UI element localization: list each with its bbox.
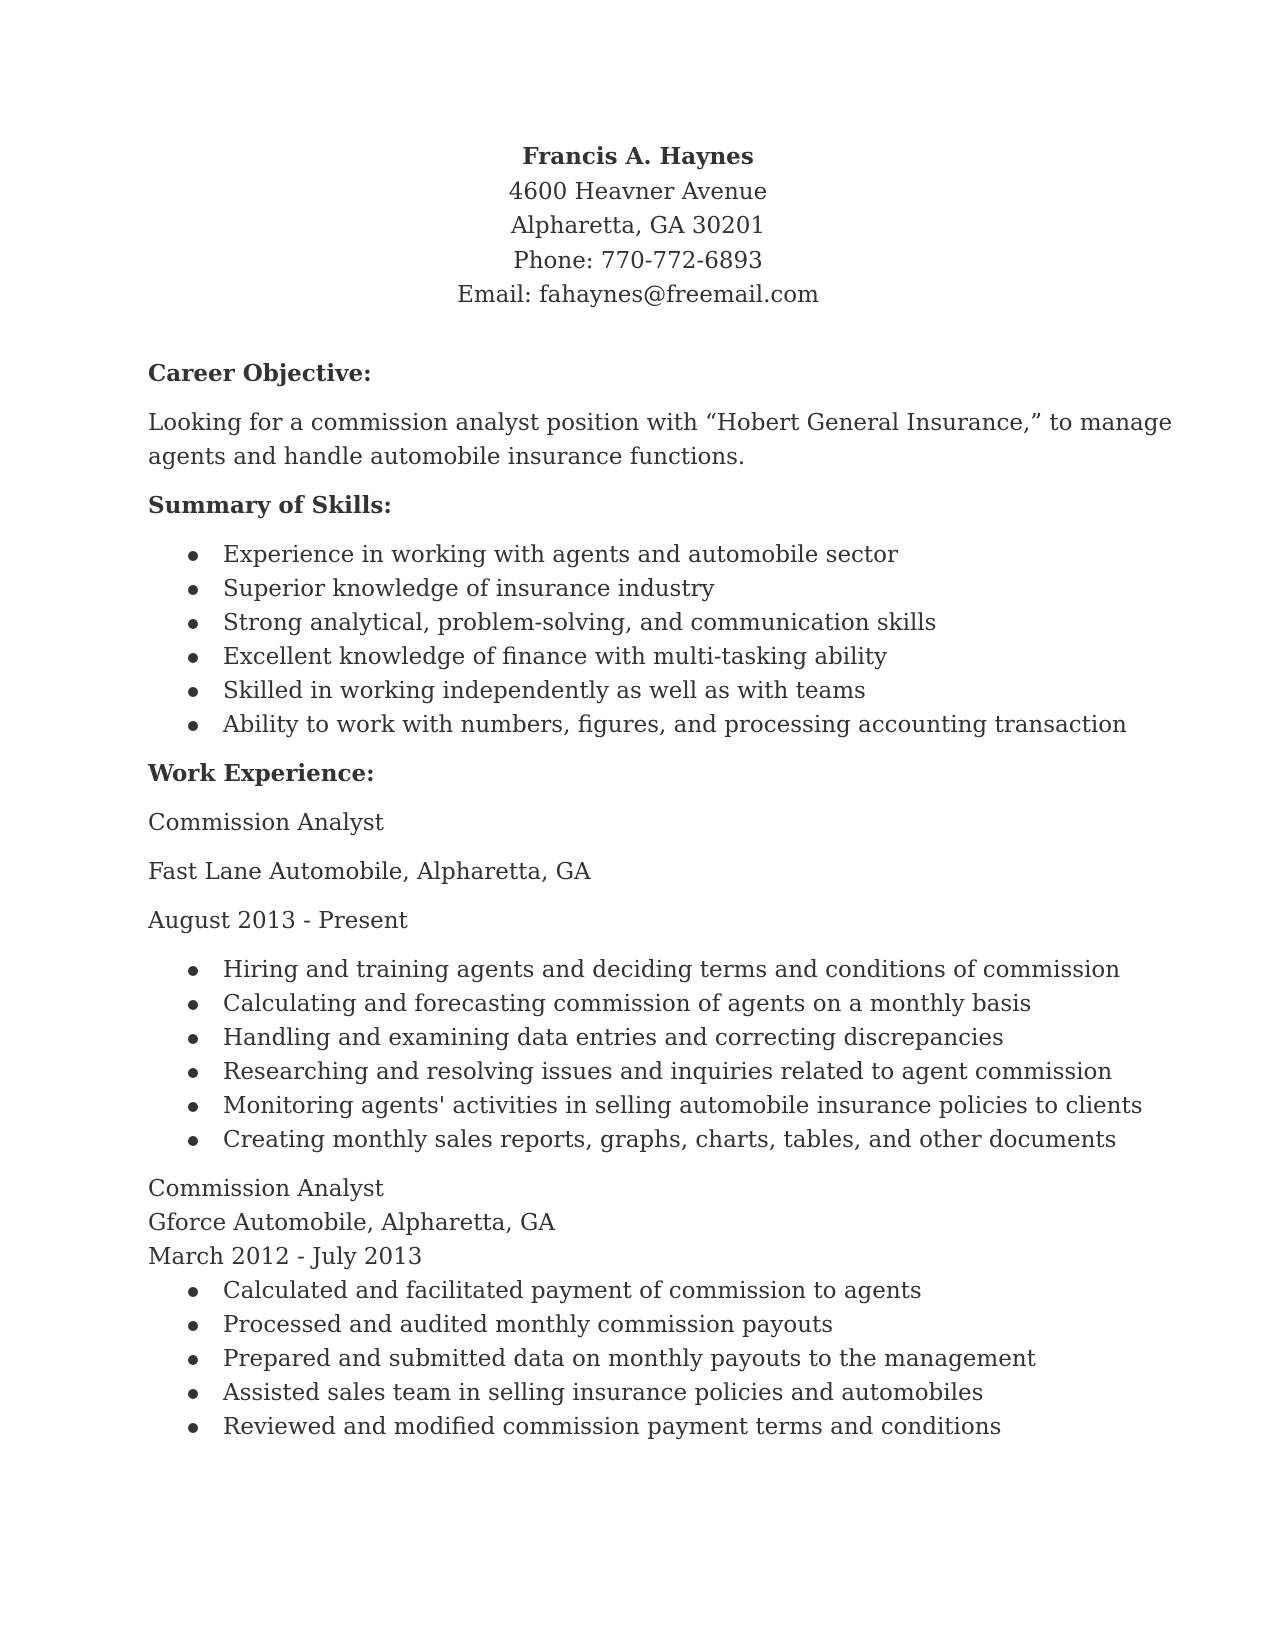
bullet-icon	[188, 1102, 198, 1112]
list-item: Experience in working with agents and automobile sector	[148, 538, 1128, 572]
bullet-icon	[188, 1321, 198, 1331]
skills-heading: Summary of Skills:	[148, 491, 392, 519]
bullet-icon	[188, 721, 198, 731]
bullet-icon	[188, 585, 198, 595]
contact-header	[124, 140, 1152, 313]
skills-list	[148, 538, 1128, 742]
bullet-icon	[188, 619, 198, 629]
job-role: Commission Analyst	[148, 809, 384, 836]
list-item: Hiring and training agents and deciding terms and conditions of commission	[148, 953, 1128, 987]
objective-line-1: Looking for a commission analyst position with “Hobert General Insurance,” to manage	[148, 409, 1173, 436]
job-dates: August 2013 - Present	[148, 907, 408, 934]
job-company: Fast Lane Automobile, Alpharetta, GA	[148, 858, 591, 885]
bullet-icon	[188, 1389, 198, 1399]
list-item: Researching and resolving issues and inquiries related to agent commission	[148, 1055, 1128, 1089]
bullet-icon	[188, 1287, 198, 1297]
bullet-icon	[188, 966, 198, 976]
list-item: Monitoring agents' activities in selling automobile insurance policies to clients	[148, 1089, 1128, 1123]
bullet-icon	[188, 1423, 198, 1433]
phone-line: Phone: 770-772-6893	[513, 247, 763, 274]
bullet-icon	[188, 687, 198, 697]
address-line-2: Alpharetta, GA 30201	[510, 213, 766, 239]
bullet-icon	[188, 1136, 198, 1146]
list-item: Calculated and facilitated payment of commission to agents	[148, 1274, 1128, 1308]
job-company: Gforce Automobile, Alpharetta, GA	[148, 1209, 555, 1236]
list-item: Excellent knowledge of finance with multi-tasking ability	[148, 640, 1128, 674]
list-item: Ability to work with numbers, figures, and processing accounting transaction	[148, 708, 1128, 742]
list-item: Superior knowledge of insurance industry	[148, 572, 1128, 606]
bullet-icon	[188, 1355, 198, 1365]
list-item: Assisted sales team in selling insurance policies and automobiles	[148, 1376, 1128, 1410]
career-objective-heading: Career Objective:	[148, 359, 372, 387]
list-item: Strong analytical, problem-solving, and communication skills	[148, 606, 1128, 640]
resume-page	[148, 140, 1173, 1444]
job-duties-list	[148, 1274, 1128, 1444]
objective-line-2: agents and handle automobile insurance functions.	[148, 443, 746, 470]
list-item: Creating monthly sales reports, graphs, charts, tables, and other documents	[148, 1123, 1128, 1157]
bullet-icon	[188, 551, 198, 561]
email-line: Email: fahaynes@freemail.com	[457, 282, 819, 308]
job-dates: March 2012 - July 2013	[148, 1243, 423, 1270]
list-item: Calculating and forecasting commission of agents on a monthly basis	[148, 987, 1128, 1021]
applicant-name: Francis A. Haynes	[522, 143, 754, 170]
list-item: Processed and audited monthly commission payouts	[148, 1308, 1128, 1342]
list-item: Prepared and submitted data on monthly payouts to the management	[148, 1342, 1128, 1376]
address-line-1: 4600 Heavner Avenue	[508, 178, 768, 205]
list-item: Handling and examining data entries and correcting discrepancies	[148, 1021, 1128, 1055]
bullet-icon	[188, 1000, 198, 1010]
job-role: Commission Analyst	[148, 1175, 384, 1202]
work-experience-heading: Work Experience:	[148, 759, 375, 787]
list-item: Skilled in working independently as well as with teams	[148, 674, 1128, 708]
bullet-icon	[188, 1068, 198, 1078]
list-item: Reviewed and modified commission payment terms and conditions	[148, 1410, 1128, 1444]
bullet-icon	[188, 653, 198, 663]
job-duties-list	[148, 953, 1143, 1157]
career-objective-text	[148, 406, 1173, 474]
bullet-icon	[188, 1034, 198, 1044]
